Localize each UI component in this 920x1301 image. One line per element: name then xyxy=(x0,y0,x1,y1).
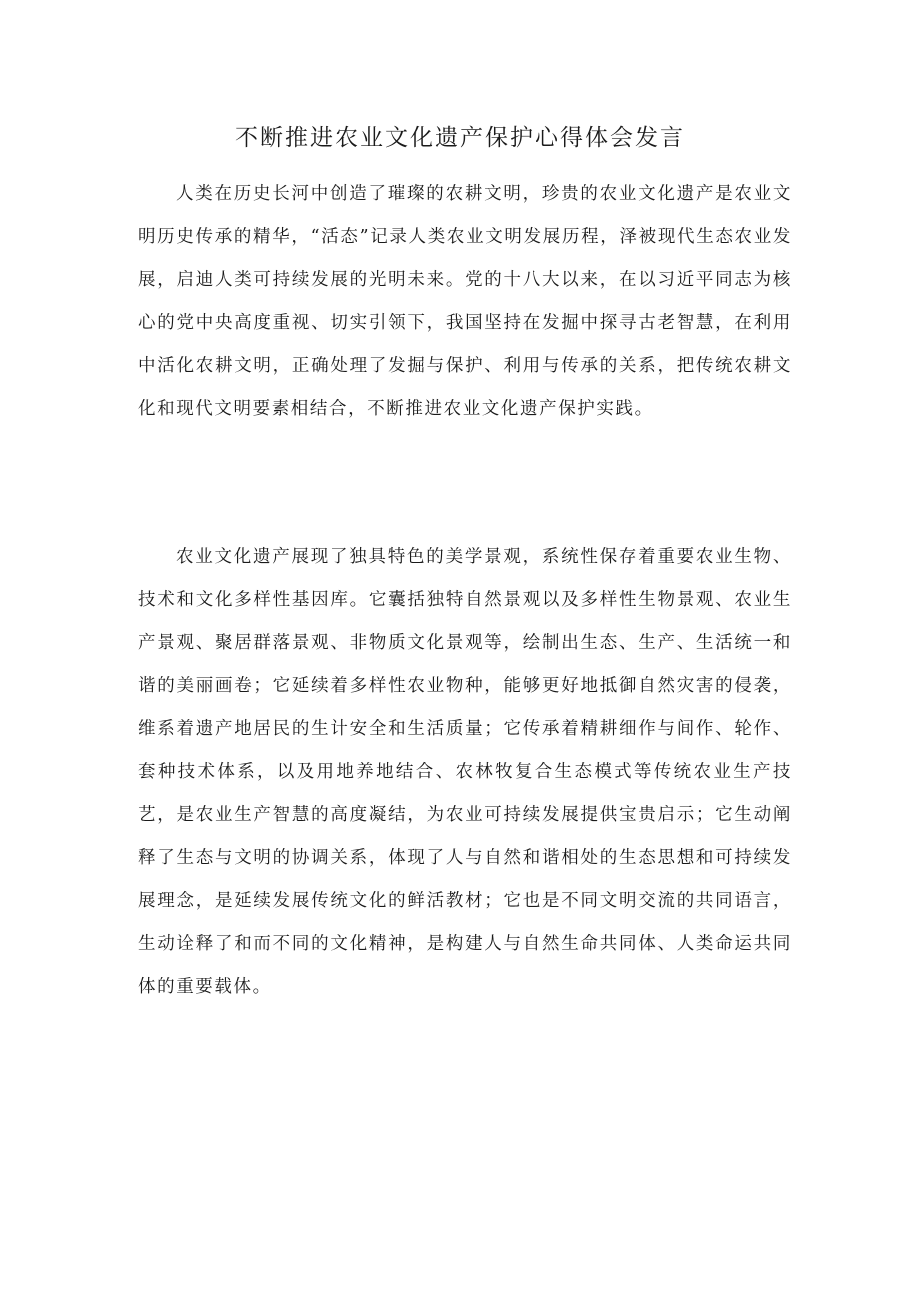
paragraph-2: 农业文化遗产展现了独具特色的美学景观，系统性保存着重要农业生物、技术和文化多样性基因库。它囊括独特自然景观以及多样性生物景观、农业生产景观、聚居群落景观、非物质文化景观等，绘制出生态、生产、生活统一和谐的美丽画卷；它延续着多样性农业物种，能够更好地抵御自然灾害的侵袭，维系着遗产地居民的生计安全和生活质量；它传承着精耕细作与间作、轮作、套种技术体系，以及用地养地结合、农林牧复合生态模式等传统农业生产技艺，是农业生产智慧的高度凝结，为农业可持续发展提供宝贵启示；它生动阐释了生态与文明的协调关系，体现了人与自然和谐相处的生态思想和可持续发展理念，是延续发展传统文化的鲜活教材；它也是不同文明交流的共同语言，生动诠释了和而不同的文化精神，是构建人与自然生命共同体、人类命运共同体的重要载体。 xyxy=(138,547,792,997)
paragraph-1: 人类在历史长河中创造了璀璨的农耕文明，珍贵的农业文化遗产是农业文明历史传承的精华，“活态”记录人类农业文明发展历程，泽被现代生态农业发展，启迪人类可持续发展的光明未来。党的十八大以来，在以习近平同志为核心的党中央高度重视、切实引领下，我国坚持在发掘中探寻古老智慧，在利用中活化农耕文明，正确处理了发掘与保护、利用与传承的关系，把传统农耕文化和现代文明要素相结合，不断推进农业文化遗产保护实践。 xyxy=(138,184,792,419)
document-title: 不断推进农业文化遗产保护心得体会发言 xyxy=(235,125,685,151)
